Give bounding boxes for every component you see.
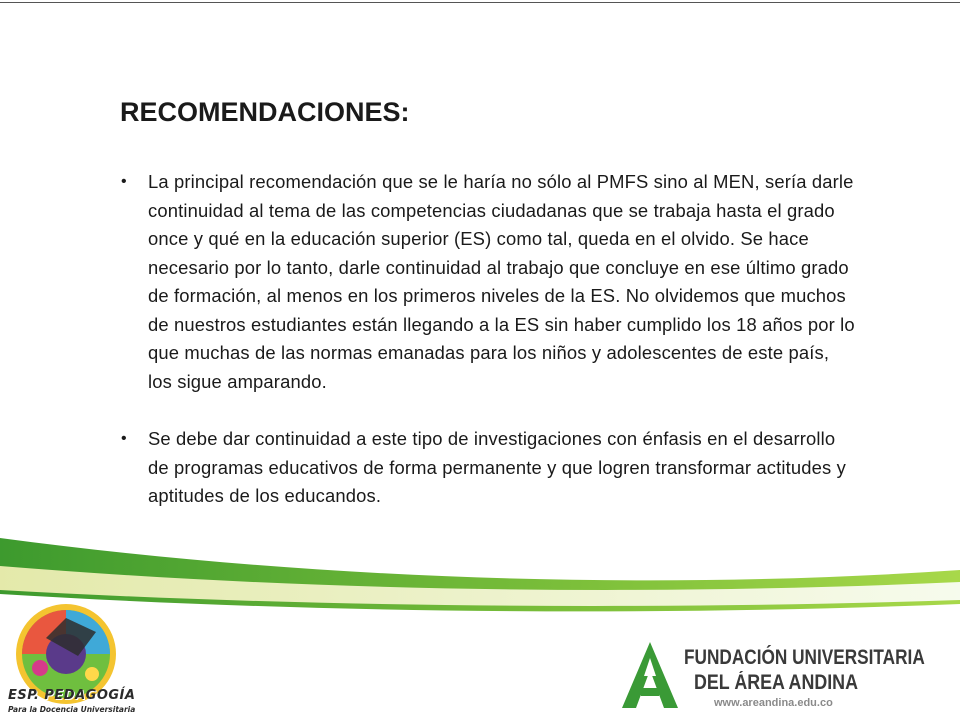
bullet-icon: • <box>121 430 127 447</box>
bullet-text: La principal recomendación que se le haría no sólo al PMFS sino al MEN, sería darle continuidad al tema de las competencias ciudadanas que se trabaja hasta el grado once y qué en la educación superior (ES) como tal, queda en el olvido. Se hace necesario por lo tanto, darle continuidad al trabajo que concluye en ese último grado de formación, al menos en los primeros niveles de la ES. No olvidemos que muchos de nuestros estudiantes están llegando a la ES sin haber cumplido los 18 años por lo que muchas de las normas emanadas para los niños y adolescentes de este país, los sigue amparando. <box>148 171 855 392</box>
bullet-icon: • <box>121 173 127 190</box>
slide-title: RECOMENDACIONES: <box>120 97 410 127</box>
list-item <box>118 425 858 511</box>
list-item <box>118 168 858 396</box>
badge-subtitle: Para la Docencia Universitaria <box>8 705 136 714</box>
org-name-line1: FUNDACIÓN UNIVERSITARIA <box>684 646 925 669</box>
top-divider <box>0 2 960 3</box>
org-website: www.areandina.edu.co <box>714 697 833 709</box>
org-name-line2: DEL ÁREA ANDINA <box>694 671 858 694</box>
recommendation-list <box>118 168 858 540</box>
badge-title: ESP. PEDAGOGÍA <box>8 688 136 703</box>
university-logo-icon <box>618 640 682 710</box>
bullet-text: Se debe dar continuidad a este tipo de investigaciones con énfasis en el desarrollo de programas educativos de forma permanente y que logren transformar actitudes y aptitudes de los educandos. <box>148 428 846 506</box>
